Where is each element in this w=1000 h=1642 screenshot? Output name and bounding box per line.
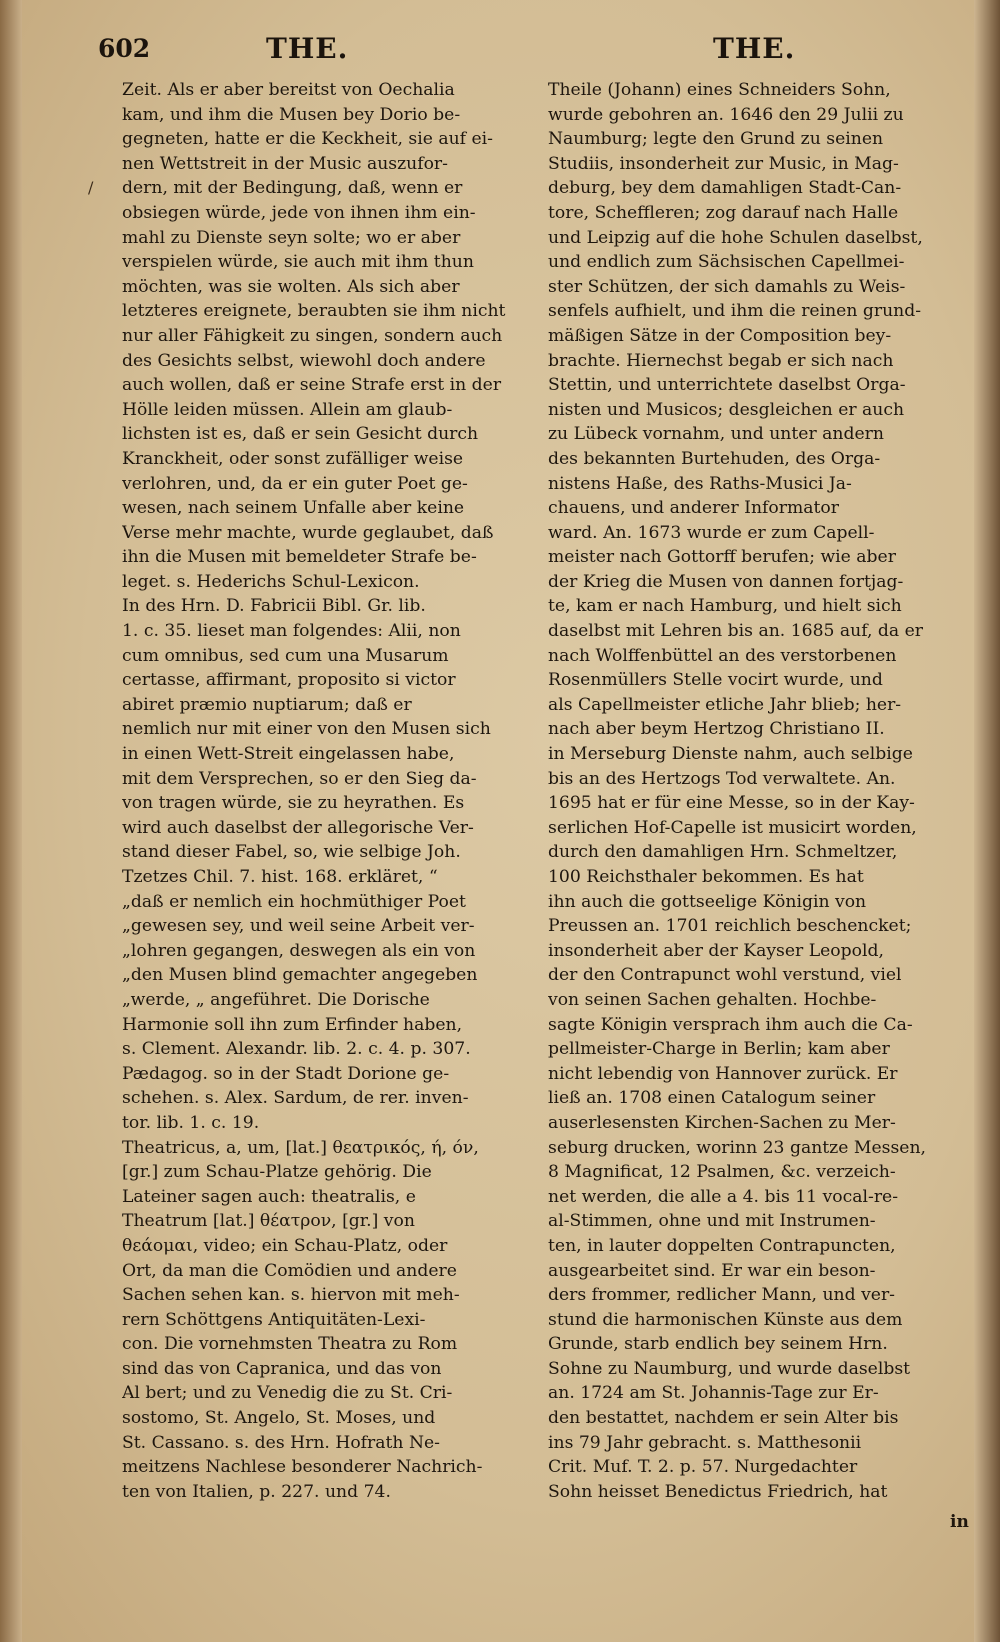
left-column-line: Harmonie soll ihn zum Erfinder haben, xyxy=(122,1014,463,1035)
left-column-line: Lateiner sagen auch: theatralis, e xyxy=(122,1186,416,1207)
left-column-line: Sachen sehen kan. s. hiervon mit meh- xyxy=(122,1285,460,1306)
right-column-line: nistens Haße, des Raths-Musici Ja- xyxy=(548,473,852,494)
right-column-line: pellmeister-Charge in Berlin; kam aber xyxy=(548,1039,890,1060)
right-column-line: bis an des Hertzogs Tod verwaltete. An. xyxy=(548,768,896,789)
catchword: in xyxy=(950,1512,969,1532)
right-column-line: ihn auch die gottseelige Königin von xyxy=(548,891,867,912)
right-column-line: Naumburg; legte den Grund zu seinen xyxy=(548,129,884,150)
left-column-line: sostomo, St. Angelo, St. Moses, und xyxy=(122,1408,436,1429)
left-column-line: schehen. s. Alex. Sardum, de rer. inven- xyxy=(122,1088,469,1109)
left-column-line: nen Wettstreit in der Music auszufor- xyxy=(122,153,448,174)
right-column-line: auserlesensten Kirchen-Sachen zu Mer- xyxy=(548,1112,896,1133)
left-column-line: obsiegen würde, jede von ihnen ihm ein- xyxy=(122,202,476,223)
left-column-line: certasse, affirmant, proposito si victor xyxy=(122,670,456,691)
page-number: 602 xyxy=(98,34,151,63)
left-column-line: nur aller Fähigkeit zu singen, sondern auch xyxy=(122,325,503,346)
left-column-line: stand dieser Fabel, so, wie selbige Joh. xyxy=(122,842,461,863)
left-column-line: St. Cassano. s. des Hrn. Hofrath Ne- xyxy=(122,1432,440,1453)
right-column-line: der den Contrapunct wohl verstund, viel xyxy=(548,965,902,986)
right-column-line: tore, Scheffleren; zog darauf nach Halle xyxy=(548,202,899,223)
left-column-line: Kranckheit, oder sonst zufälliger weise xyxy=(122,448,464,469)
right-column-line: net werden, die alle a 4. bis 11 vocal-re- xyxy=(548,1186,899,1207)
left-column-line: Pædagog. so in der Stadt Dorione ge- xyxy=(122,1063,450,1084)
left-column-line: abiret præmio nuptiarum; daß er xyxy=(122,694,412,715)
left-column-line: verlohren, und, da er ein guter Poet ge- xyxy=(122,473,468,494)
right-column-line: wurde gebohren an. 1646 den 29 Julii zu xyxy=(548,104,904,125)
right-column-line: 1695 hat er für eine Messe, so in der Kay- xyxy=(548,793,915,814)
left-column-line: meitzens Nachlese besonderer Nachrich- xyxy=(122,1457,483,1478)
right-column-line: Preussen an. 1701 reichlich beschencket; xyxy=(548,916,912,937)
left-running-head: THE. xyxy=(266,32,349,65)
left-column-line: kam, und ihm die Musen bey Dorio be- xyxy=(122,104,461,125)
right-column-line: senfels aufhielt, und ihm die reinen grund- xyxy=(548,301,922,322)
right-column-line: ins 79 Jahr gebracht. s. Matthesonii xyxy=(548,1432,862,1453)
left-column-line: Verse mehr machte, wurde geglaubet, daß xyxy=(122,522,494,543)
right-column-line: mäßigen Sätze in der Composition bey- xyxy=(548,325,892,346)
right-column-line: zu Lübeck vornahm, und unter andern xyxy=(548,424,884,445)
left-column-line: leget. s. Hederichs Schul-Lexicon. xyxy=(122,571,420,592)
right-column-line: und Leipzig auf die hohe Schulen daselbst, xyxy=(548,227,923,248)
right-column-line: Rosenmüllers Stelle vocirt wurde, und xyxy=(548,670,883,691)
running-header xyxy=(98,30,798,70)
right-column-line: meister nach Gottorff berufen; wie aber xyxy=(548,547,896,568)
left-column-line: wird auch daselbst der allegorische Ver- xyxy=(122,817,474,838)
right-column-line: nisten und Musicos; desgleichen er auch xyxy=(548,399,905,420)
left-column-line: sind das von Capranica, und das von xyxy=(122,1358,442,1379)
left-column-line: von tragen würde, sie zu heyrathen. Es xyxy=(122,793,465,814)
left-column-line: rern Schöttgens Antiquitäten-Lexi- xyxy=(122,1309,426,1330)
right-column-line: nicht lebendig von Hannover zurück. Er xyxy=(548,1063,898,1084)
right-column-line: insonderheit aber der Kayser Leopold, xyxy=(548,940,884,961)
left-column-line: ihn die Musen mit bemeldeter Strafe be- xyxy=(122,547,477,568)
right-column-line: ders frommer, redlicher Mann, und ver- xyxy=(548,1285,895,1306)
left-column-line: lichsten ist es, daß er sein Gesicht durch xyxy=(122,424,479,445)
page-gutter-shadow xyxy=(0,0,22,1642)
right-column-line: an. 1724 am St. Johannis-Tage zur Er- xyxy=(548,1383,879,1404)
right-column-line: Sohn heisset Benedictus Friedrich, hat xyxy=(548,1481,888,1502)
left-column-line: des Gesichts selbst, wiewohl doch andere xyxy=(122,350,486,371)
right-column-line: 100 Reichsthaler bekommen. Es hat xyxy=(548,867,864,887)
right-column-line: Studiis, insonderheit zur Music, in Mag- xyxy=(548,153,899,174)
left-column-line: „daß er nemlich ein hochmüthiger Poet xyxy=(122,891,466,912)
right-column-line: deburg, bey dem damahligen Stadt-Can- xyxy=(548,178,902,199)
right-column-line: chauens, und anderer Informator xyxy=(548,498,839,519)
left-column-line: Hölle leiden müssen. Allein am glaub- xyxy=(122,399,453,420)
left-column-line: wesen, nach seinem Unfalle aber keine xyxy=(122,498,465,519)
right-column-line: Grunde, starb endlich bey seinem Hrn. xyxy=(548,1334,888,1355)
left-column-line: 1. c. 35. lieset man folgendes: Alii, non xyxy=(122,621,461,642)
left-column-line: „werde, „ angeführet. Die Dorische xyxy=(122,989,430,1010)
right-column-line: ausgearbeitet sind. Er war ein beson- xyxy=(548,1260,876,1281)
right-column-line: und endlich zum Sächsischen Capellmei- xyxy=(548,252,905,273)
left-column-line: in einen Wett-Streit eingelassen habe, xyxy=(122,744,455,765)
right-column-line: als Capellmeister etliche Jahr blieb; her- xyxy=(548,694,902,715)
left-column-line: tor. lib. 1. c. 19. xyxy=(122,1112,260,1133)
right-column-line: den bestattet, nachdem er sein Alter bis xyxy=(548,1408,899,1429)
left-column-line: s. Clement. Alexandr. lib. 2. c. 4. p. 307. xyxy=(122,1039,471,1060)
right-column-line: durch den damahligen Hrn. Schmeltzer, xyxy=(548,842,898,863)
right-column-line: Theile (Johann) eines Schneiders Sohn, xyxy=(548,80,891,100)
right-text-column xyxy=(548,78,968,1504)
left-column-line: „gewesen sey, und weil seine Arbeit ver- xyxy=(122,916,475,937)
left-column-line: Theatricus, a, um, [lat.] θεατρικός, ή, όν, xyxy=(122,1137,479,1158)
left-column-line: letzteres ereignete, beraubten sie ihm nicht xyxy=(122,301,506,322)
right-column-line: ster Schützen, der sich damahls zu Weis- xyxy=(548,276,906,297)
right-column-line: al-Stimmen, ohne und mit Instrumen- xyxy=(548,1211,876,1232)
margin-mark: / xyxy=(88,178,94,197)
left-column-line: ten von Italien, p. 227. und 74. xyxy=(122,1481,391,1502)
right-column-line: ward. An. 1673 wurde er zum Capell- xyxy=(548,522,875,543)
left-column-line: möchten, was sie wolten. Als sich aber xyxy=(122,276,460,297)
left-column-line: Theatrum [lat.] θέατρον, [gr.] von xyxy=(122,1211,415,1232)
right-column-line: Crit. Muf. T. 2. p. 57. Nurgedachter xyxy=(548,1457,858,1478)
right-column-line: te, kam er nach Hamburg, und hielt sich xyxy=(548,596,902,617)
left-column-line: „den Musen blind gemachter angegeben xyxy=(122,965,478,986)
left-column-line: Zeit. Als er aber bereitst von Oechalia xyxy=(122,80,455,100)
left-column-line: mit dem Versprechen, so er den Sieg da- xyxy=(122,768,477,789)
right-column-line: nach Wolffenbüttel an des verstorbenen xyxy=(548,645,897,666)
page-fore-edge xyxy=(974,0,1000,1642)
right-column-line: der Krieg die Musen von dannen fortjag- xyxy=(548,571,904,592)
left-column-line: „lohren gegangen, deswegen als ein von xyxy=(122,940,476,961)
right-column-line: sagte Königin versprach ihm auch die Ca- xyxy=(548,1014,913,1035)
right-column-line: in Merseburg Dienste nahm, auch selbige xyxy=(548,744,913,765)
right-column-line: Sohne zu Naumburg, und wurde daselbst xyxy=(548,1358,911,1379)
left-column-line: mahl zu Dienste seyn solte; wo er aber xyxy=(122,227,461,248)
left-column-line: gegneten, hatte er die Keckheit, sie auf ei- xyxy=(122,129,493,150)
right-running-head: THE. xyxy=(713,32,796,65)
right-column-line: 8 Magnificat, 12 Psalmen, &c. verzeich- xyxy=(548,1162,896,1183)
right-column-line: serlichen Hof-Capelle ist musicirt worden, xyxy=(548,817,917,838)
right-column-line: des bekannten Burtehuden, des Orga- xyxy=(548,448,881,469)
right-column-line: daselbst mit Lehren bis an. 1685 auf, da er xyxy=(548,621,923,642)
right-column-line: ten, in lauter doppelten Contrapuncten, xyxy=(548,1235,896,1256)
right-column-line: stund die harmonischen Künste aus dem xyxy=(548,1309,903,1330)
left-column-line: Al bert; und zu Venedig die zu St. Cri- xyxy=(122,1383,453,1404)
right-column-line: nach aber beym Hertzog Christiano II. xyxy=(548,719,885,740)
left-column-line: dern, mit der Bedingung, daß, wenn er xyxy=(122,178,463,199)
left-column-line: verspielen würde, sie auch mit ihm thun xyxy=(122,252,474,273)
left-column-line: In des Hrn. D. Fabricii Bibl. Gr. lib. xyxy=(122,596,426,617)
left-column-line: Ort, da man die Comödien und andere xyxy=(122,1260,457,1281)
right-column-line: seburg drucken, worinn 23 gantze Messen, xyxy=(548,1137,926,1158)
right-column-line: brachte. Hiernechst begab er sich nach xyxy=(548,350,894,371)
right-column-line: von seinen Sachen gehalten. Hochbe- xyxy=(548,989,877,1010)
left-column-line: θεάομαι, video; ein Schau-Platz, oder xyxy=(122,1235,448,1256)
left-column-line: auch wollen, daß er seine Strafe erst in der xyxy=(122,375,502,396)
left-column-line: Tzetzes Chil. 7. hist. 168. erkläret, “ xyxy=(122,867,438,887)
left-column-line: nemlich nur mit einer von den Musen sich xyxy=(122,719,491,740)
left-text-column xyxy=(122,78,532,1504)
right-column-line: Stettin, und unterrichtete daselbst Orga- xyxy=(548,375,906,396)
right-column-line: ließ an. 1708 einen Catalogum seiner xyxy=(548,1088,876,1109)
left-column-line: [gr.] zum Schau-Platze gehörig. Die xyxy=(122,1162,432,1183)
left-column-line: con. Die vornehmsten Theatra zu Rom xyxy=(122,1334,458,1355)
left-column-line: cum omnibus, sed cum una Musarum xyxy=(122,645,449,666)
